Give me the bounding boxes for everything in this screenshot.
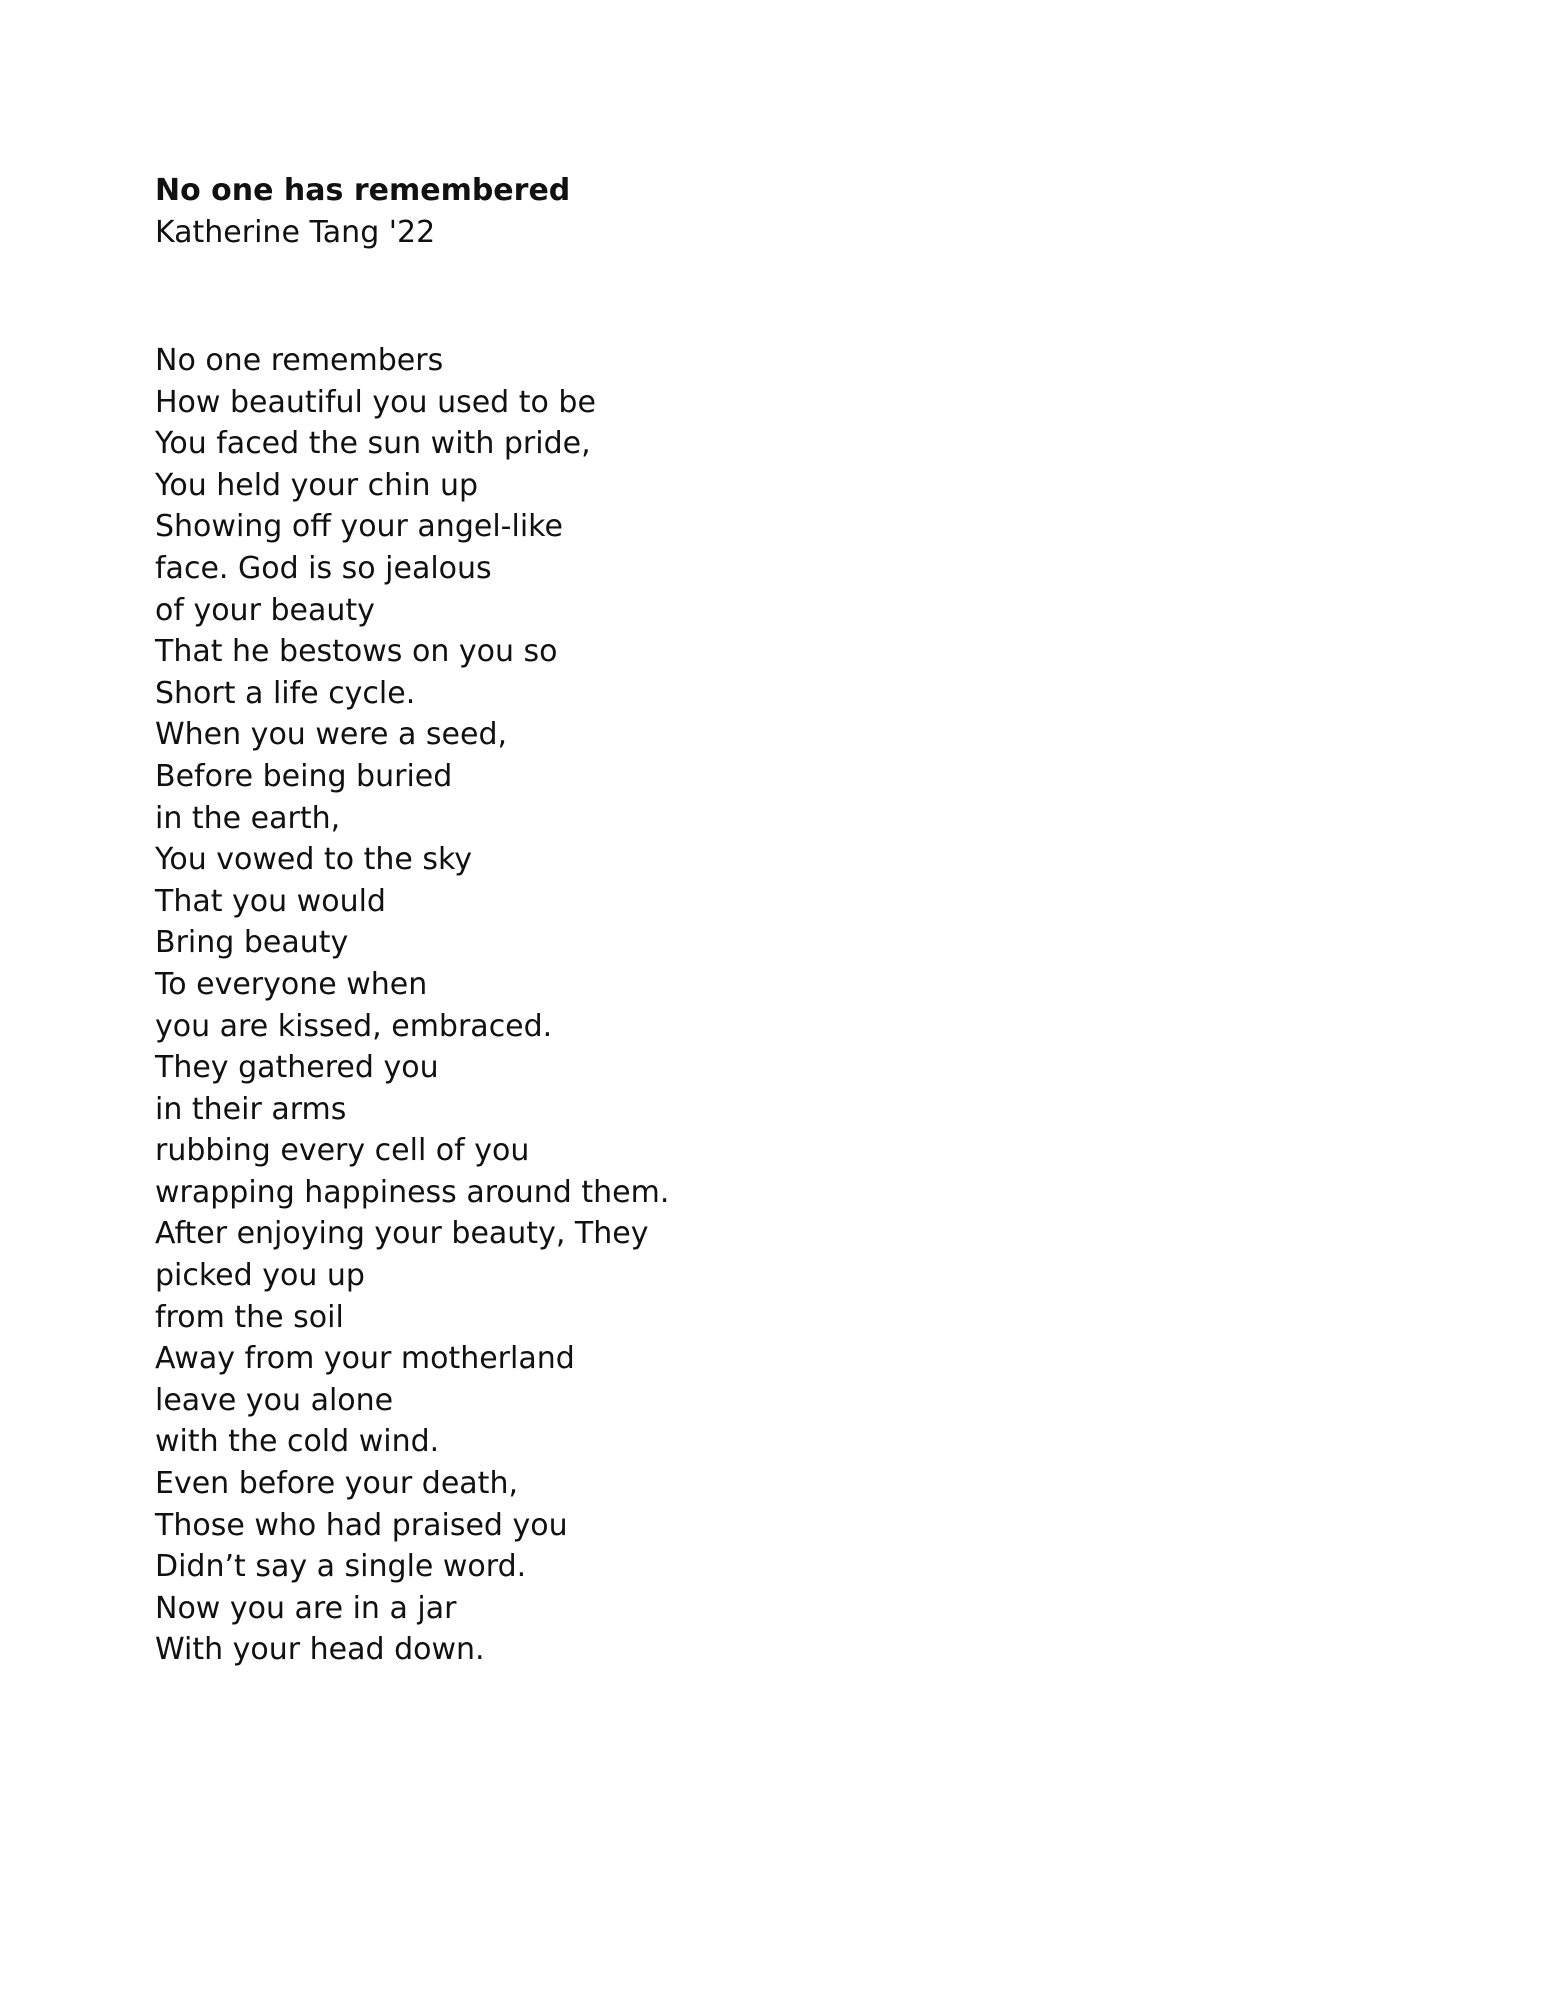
poem-line: You vowed to the sky [155,842,473,878]
poem-line: That you would [155,883,386,919]
poem-line: of your beauty [155,592,375,628]
poem-line: Showing off your angel-like [155,509,563,545]
poem-line: Before being buried [155,758,453,794]
poem-line: face. God is so jealous [155,550,492,586]
poem-line: leave you alone [155,1382,394,1418]
poem-line: No one remembers [155,343,444,378]
poem-line: Short a life cycle. [155,675,416,711]
poem-line: you are kissed, embraced. [155,1008,553,1044]
poem-line: How beautiful you used to be [155,384,596,420]
poem-line: Those who had praised you [155,1507,568,1543]
poem-line: Away from your motherland [155,1341,575,1377]
poem-line: When you were a seed, [155,717,508,753]
poem-line: You held your chin up [155,467,479,503]
poem-line: from the soil [155,1299,344,1335]
poem-line: They gathered you [155,1050,439,1086]
poem-line: After enjoying your beauty, They [155,1216,649,1252]
poem-line: with the cold wind. [155,1424,440,1460]
poem-line: in their arms [155,1091,347,1127]
poem-line: Didn’t say a single word. [155,1549,527,1585]
poem-header [155,170,570,254]
poem-line: Bring beauty [155,925,349,961]
poem-line: rubbing every cell of you [155,1133,530,1169]
poem-line: Now you are in a jar [155,1590,457,1626]
poem-line: That he bestows on you so [155,634,558,670]
poem-line: in the earth, [155,800,341,836]
poem-title: No one has remembered [155,173,571,208]
poem-line: You faced the sun with pride, [155,426,591,462]
poem-line: wrapping happiness around them. [155,1174,670,1210]
poem-line: To everyone when [155,966,428,1002]
poem-body [155,340,669,1671]
poem-line: Even before your death, [155,1466,518,1502]
poem-author: Katherine Tang '22 [155,215,436,250]
poem-line: With your head down. [155,1632,485,1668]
poem-line: picked you up [155,1258,365,1294]
